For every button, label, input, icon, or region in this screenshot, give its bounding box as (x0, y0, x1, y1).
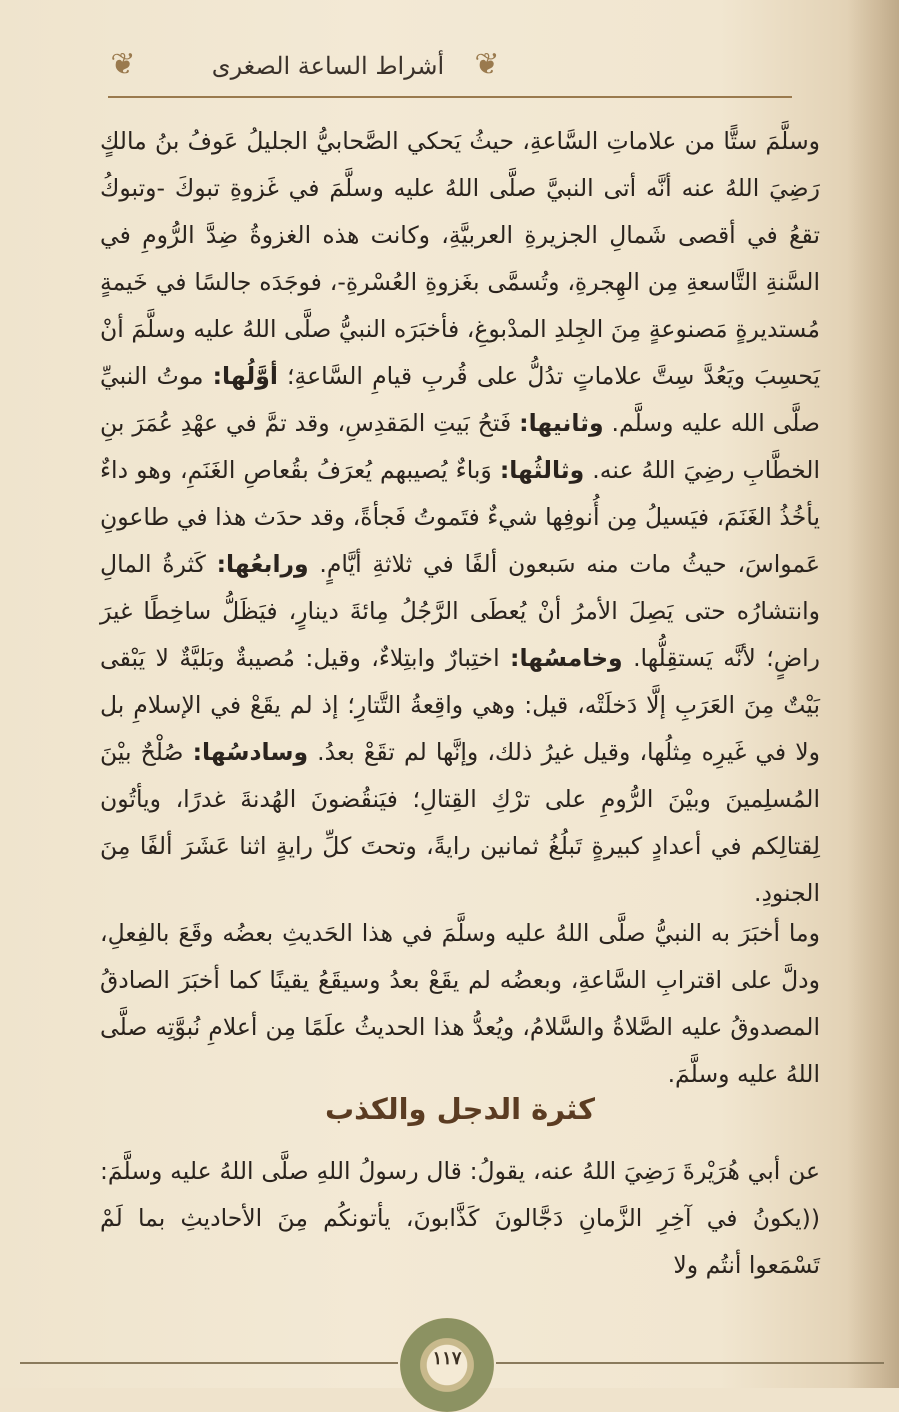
text-run: صُلْحٌ بيْنَ المُسلِمينَ وبيْنَ الرُّومِ على ترْكِ القِتالِ؛ فيَنقُضونَ الهُدنةَ غدرًا، ويأتُون لِقتالِكم في أعدادٍ كبيرةٍ تَبلُغُ ثمانين رايةً، وتحتَ كلِّ رايةٍ اثنا عَشَرَ ألفًا مِنَ الجنودِ. (100, 738, 820, 907)
running-header (80, 30, 820, 100)
body-paragraph-2 (100, 910, 820, 1098)
header-title: أشراط الساعة الصغرى (211, 52, 445, 80)
text-run: عن أبي هُرَيْرةَ رَضِيَ اللهُ عنه، يقولُ: قال رسولُ اللهِ صلَّى اللهُ عليه وسلَّمَ: ((يكونُ في آخِرِ الزَّمانِ دَجَّالونَ كَذَّابونَ، يأتونكُم مِنَ الأحاديثِ بما لَمْ تَسْمَعوا أنتُم ولا (100, 1157, 820, 1279)
enumeration-keyword: وثالثُها: (499, 456, 585, 484)
section-heading: كثرة الدجل والكذب (324, 1092, 596, 1126)
floral-flourish-icon: ❦ (110, 47, 136, 82)
footer-rule-left (20, 1362, 398, 1364)
hadith-paragraph (100, 1148, 820, 1289)
text-run: وسلَّمَ ستًّا من علاماتِ السَّاعةِ، حيثُ يَحكي الصَّحابيُّ الجليلُ عَوفُ بنُ مالكٍ رَضِيَ اللهُ عنه أنَّه أتى النبيَّ صلَّى اللهُ عليه وسلَّمَ في غَزوةِ تبوكَ -وتبوكُ تقعُ في أقصى شَمالِ الجزيرةِ العربيَّةِ، وكانت هذه الغزوةُ ضِدَّ الرُّومِ في السَّنةِ التَّاسعةِ مِن الهِجرةِ، وتُسمَّى بغَزوةِ العُسْرةِ-، فوجَدَه جالسًا في خَيمةٍ مُستديرةٍ مَصنوعةٍ مِنَ الجِلدِ المدْبوغِ، فأخبَرَه النبيُّ صلَّى اللهُ عليه وسلَّمَ أنْ يَحسِبَ ويَعُدَّ سِتَّ علاماتٍ تدُلُّ على قُربِ قيامِ السَّاعةِ؛ (100, 127, 821, 390)
text-run: اختِبارٌ وابتِلاءٌ، وقيل: مُصيبةٌ وبَليَّةٌ لا يَبْقى بَيْتٌ مِنَ العَرَبِ إلَّا دَخلَتْه، قيل: وهي واقِعةُ التَّتارِ؛ إذ لم يقَعْ في الإسلامِ بل ولا في غَيرِه مِثلُها، وقيل غيرُ ذلك، وإنَّها لم تقَعْ بعدُ. (100, 644, 820, 766)
enumeration-keyword: وثانيها: (519, 409, 604, 437)
text-run: موتُ النبيِّ صلَّى الله عليه وسلَّم. (100, 362, 820, 437)
page-number: ١١٧ (432, 1348, 462, 1369)
enumeration-keyword: ورابعُها: (216, 550, 309, 578)
enumeration-keyword: أوَّلُها: (212, 362, 278, 390)
header-rule (108, 96, 792, 98)
text-run: كَثرةُ المالِ وانتشارُه حتى يَصِلَ الأمرُ أنْ يُعطَى الرَّجُلُ مِائةَ دينارٍ، فيَظَلُّ ساخِطًا غيرَ راضٍ؛ لأنَّه يَستقِلُّها. (100, 550, 820, 672)
enumeration-keyword: وسادسُها: (192, 738, 309, 766)
enumeration-keyword: وخامسُها: (510, 644, 623, 672)
text-run: وَباءٌ يُصيبهم يُعرَفُ بقُعاصِ الغَنَمِ، وهو داءٌ يأخُذُ الغَنَمَ، فيَسيلُ مِن أُنوفِها شيءٌ فتَموتُ فَجأةً، وقد حدَث هذا في طاعونِ عَمواسَ، حيثُ مات منه سَبعون ألفًا في ثلاثةِ أيَّامٍ. (100, 456, 820, 578)
footer-rule-right (496, 1362, 884, 1364)
text-run: وما أخبَرَ به النبيُّ صلَّى اللهُ عليه وسلَّمَ في هذا الحَديثِ بعضُه وقَعَ بالفِعلِ، ودلَّ على اقترابِ السَّاعةِ، وبعضُه لم يقَعْ بعدُ وسيقَعُ يقينًا كما أخبَرَ الصادقُ المصدوقُ عليه الصَّلاةُ والسَّلامُ، ويُعدُّ هذا الحديثُ علَمًا مِن أعلامِ نُبوَّتِه صلَّى اللهُ عليه وسلَّمَ. (100, 919, 820, 1088)
floral-flourish-icon: ❦ (474, 47, 500, 82)
body-paragraph-1 (100, 118, 820, 917)
page-binding-shadow (847, 0, 899, 1388)
text-run: فَتحُ بَيتِ المَقدِسِ، وقد تمَّ في عهْدِ عُمَرَ بنِ الخطَّابِ رضِيَ اللهُ عنه. (100, 409, 820, 484)
